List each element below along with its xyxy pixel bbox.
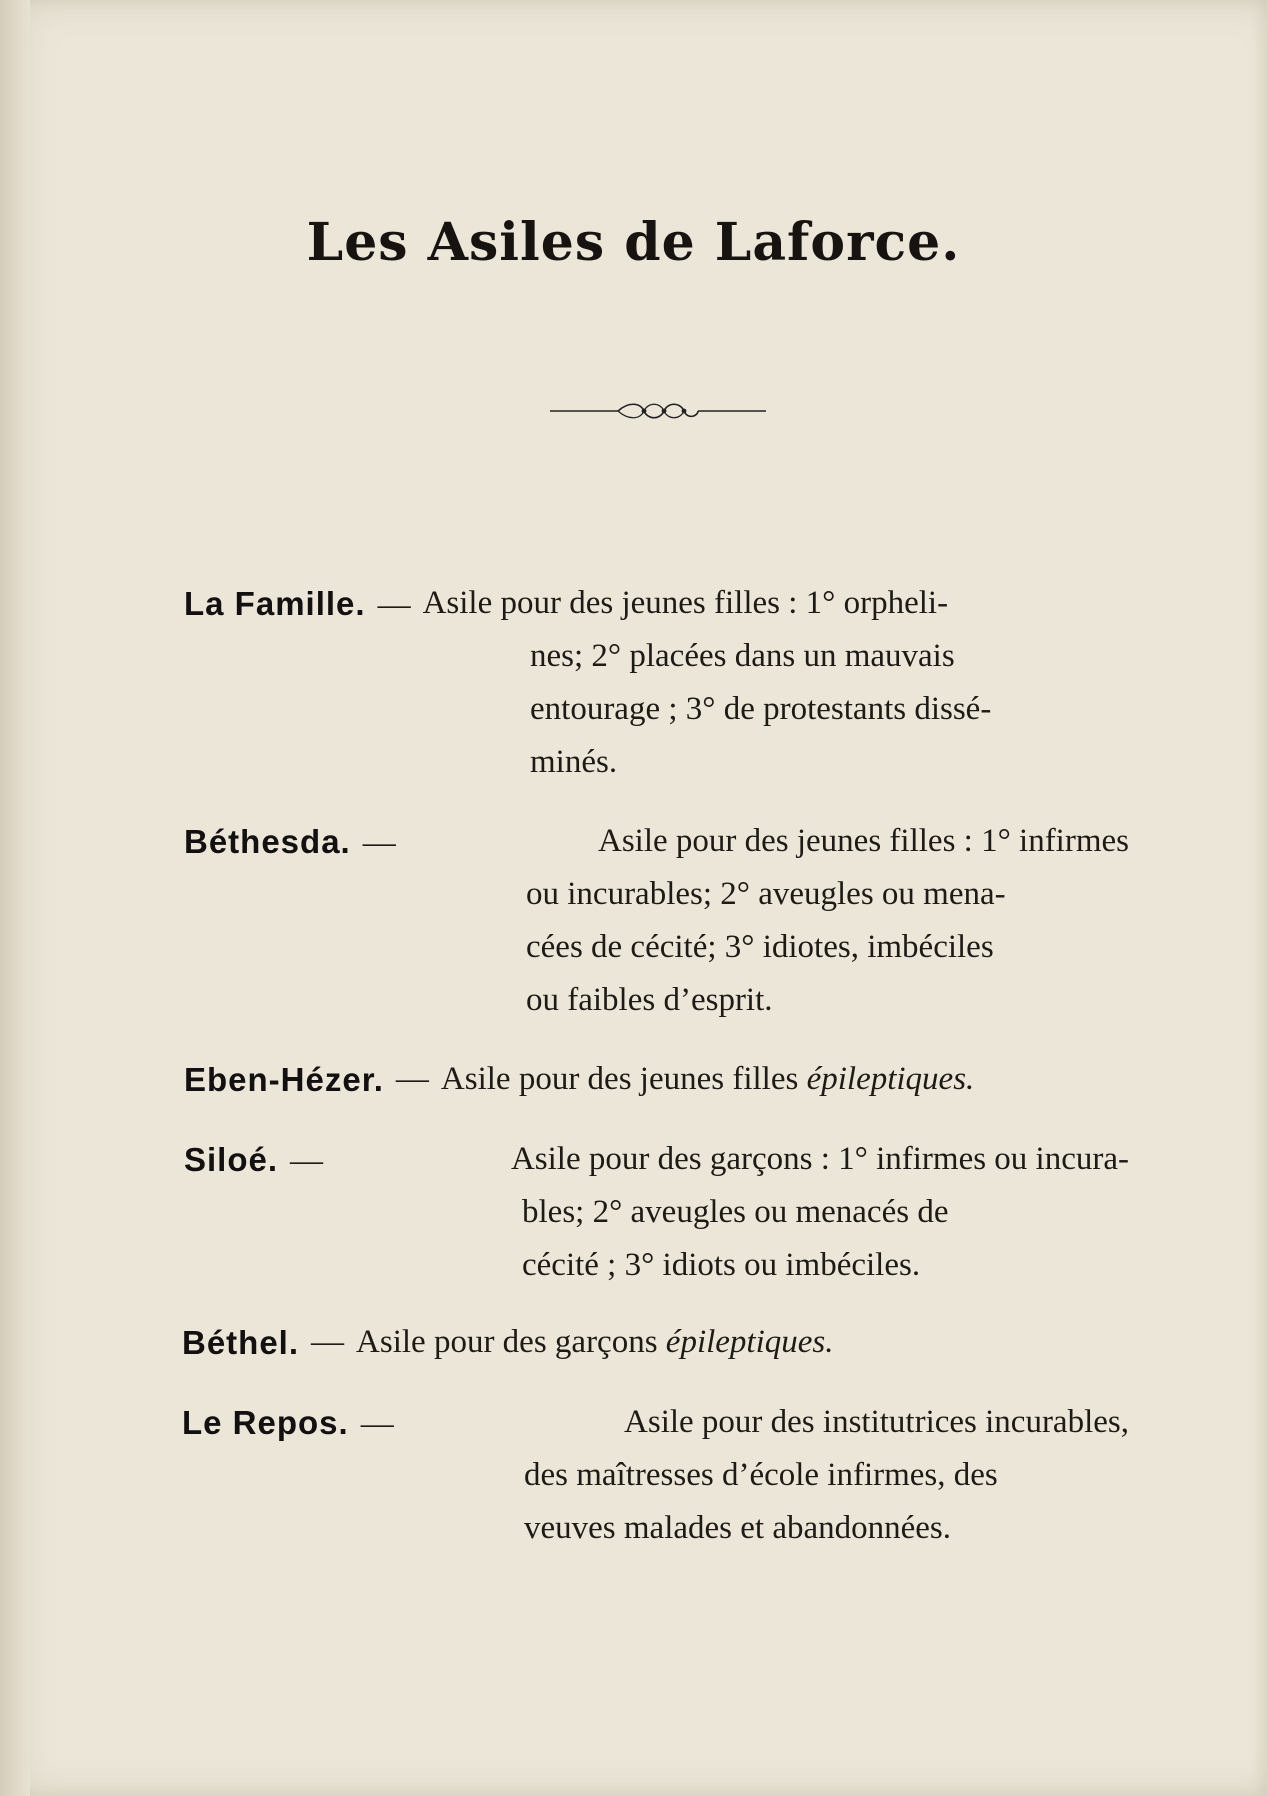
entry-dash: —	[290, 1143, 324, 1179]
entry-line: ou incurables; 2° aveugles ou mena-	[526, 876, 1006, 912]
entry-line: nes; 2° placées dans un mauvais	[530, 638, 955, 674]
ornament-divider-icon	[548, 396, 768, 426]
entry-dash: —	[362, 825, 396, 861]
entry-siloe	[184, 1133, 1129, 1188]
entry-name: Béthel.	[182, 1324, 300, 1361]
entry-line: ou faibles d’esprit.	[526, 982, 773, 1018]
entry-text: Asile pour des jeunes filles	[440, 1061, 807, 1097]
entry-name: Eben-Hézer.	[184, 1061, 384, 1098]
entry-line	[184, 815, 1129, 870]
entry-eben-hezer	[184, 1053, 1129, 1106]
entry-name: La Famille.	[184, 585, 366, 622]
entry-line	[184, 1133, 1129, 1188]
entry-name: Béthesda.	[184, 823, 351, 860]
entry-text: Asile pour des institutrices incurables,	[624, 1404, 1129, 1440]
entry-emphasis: épileptiques.	[665, 1324, 834, 1360]
entry-la-famille-continuation	[530, 630, 1129, 789]
entry-text: Asile pour des jeunes filles : 1° infirmes	[597, 823, 1129, 859]
entry-le-repos-continuation	[524, 1449, 1129, 1555]
entry-line: des maîtresses d’école infirmes, des	[524, 1457, 998, 1493]
entry-le-repos	[182, 1396, 1129, 1451]
entry-line: cécité ; 3° idiots ou imbéciles.	[522, 1247, 921, 1283]
entry-text: Asile pour des jeunes filles : 1° orpheli-	[422, 585, 949, 621]
entry-la-famille	[184, 577, 1129, 632]
entry-bethesda	[184, 815, 1129, 870]
entry-line: minés.	[530, 744, 618, 780]
entry-line	[184, 1053, 1129, 1106]
entry-bethesda-continuation	[526, 868, 1129, 1027]
entry-line: bles; 2° aveugles ou menacés de	[522, 1194, 949, 1230]
entry-dash: —	[311, 1324, 345, 1360]
entry-line	[182, 1396, 1129, 1451]
entry-dash: —	[377, 587, 411, 623]
entry-line: cées de cécité; 3° idiotes, imbéciles	[526, 929, 994, 965]
entry-name: Siloé.	[184, 1141, 279, 1178]
entry-dash: —	[360, 1406, 394, 1442]
entry-emphasis: épileptiques.	[806, 1061, 975, 1097]
entry-text: Asile pour des garçons : 1° infirmes ou incura-	[510, 1141, 1129, 1177]
entry-line	[182, 1316, 1127, 1369]
entry-siloe-continuation	[522, 1186, 1129, 1292]
page-title: Les Asiles de Laforce.	[306, 212, 961, 273]
entry-text: Asile pour des garçons	[356, 1324, 666, 1360]
entry-dash: —	[395, 1061, 429, 1097]
entry-line	[184, 577, 1129, 632]
entry-line: entourage ; 3° de protestants dissé-	[530, 691, 992, 727]
entry-name: Le Repos.	[182, 1404, 349, 1441]
entry-bethel	[182, 1316, 1127, 1369]
entry-line: veuves malades et abandonnées.	[524, 1510, 952, 1546]
